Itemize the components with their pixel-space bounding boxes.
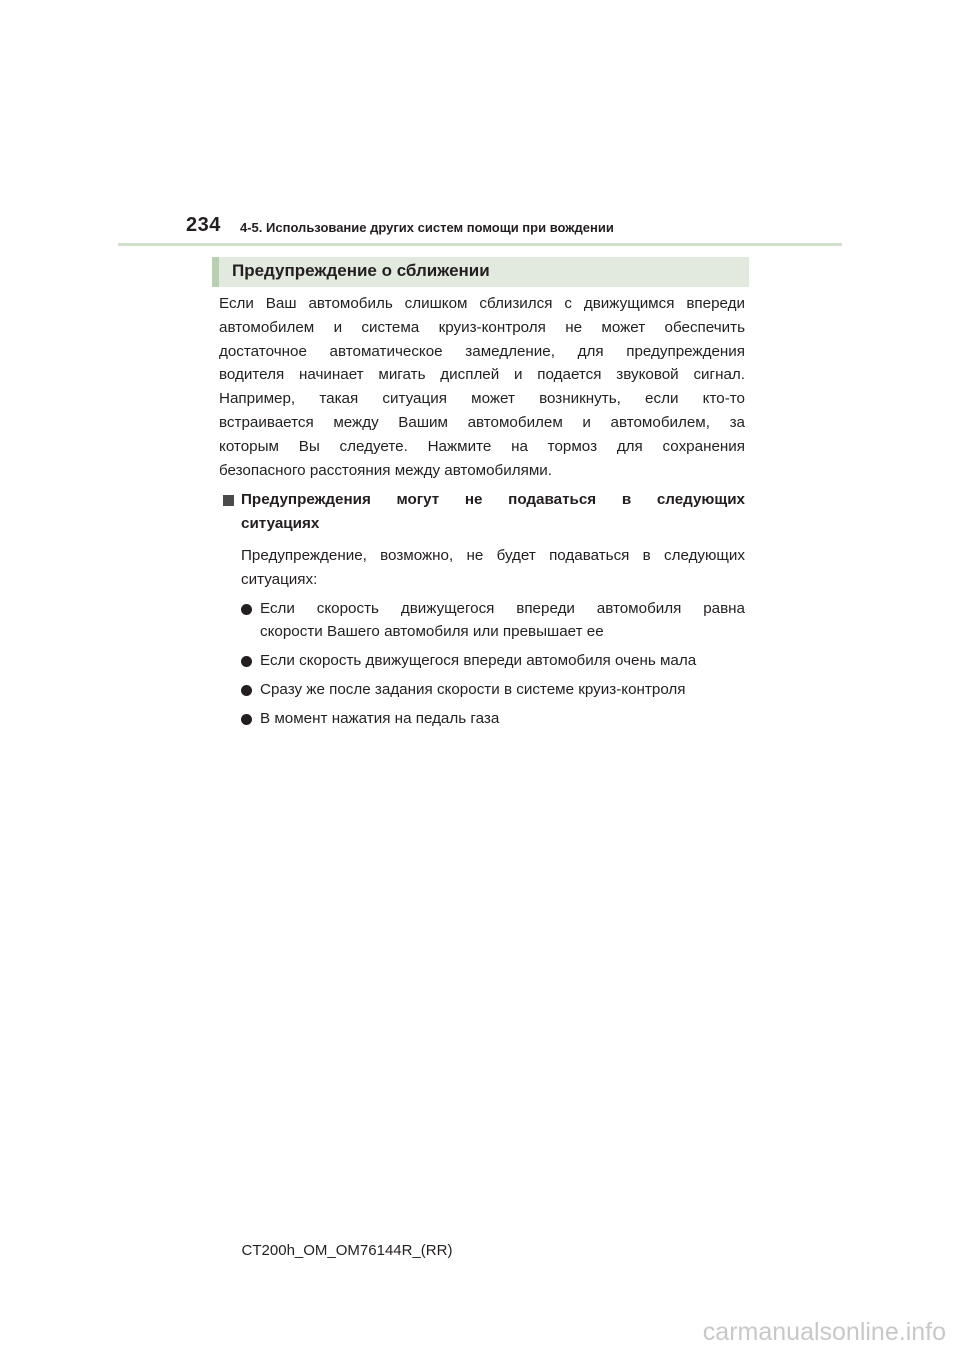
circle-bullet-icon (241, 714, 252, 725)
text-line: автомобилем и система круиз-контроля не может обеспечить (219, 318, 745, 336)
intro-paragraph (219, 292, 745, 482)
page-number: 234 (186, 214, 221, 236)
square-bullet-icon (223, 495, 234, 506)
text-line: Например, такая ситуация может возникнуть, если кто-то (219, 390, 745, 408)
heading-title: Предупреждение о сближении (232, 261, 490, 280)
text-line: встраивается между Вашим автомобилем и автомобилем, за (219, 413, 745, 431)
section-title: 4-5. Использование других систем помощи при вождении (240, 220, 614, 235)
text-line: В момент нажатия на педаль газа (260, 709, 500, 727)
text-line: скорости Вашего автомобиля или превышает ее (260, 623, 604, 641)
text-line: водителя начинает мигать дисплей и подается звуковой сигнал. (219, 366, 745, 384)
list-item (241, 678, 745, 702)
text-line: которым Вы следуете. Нажмите на тормоз для сохранения (219, 437, 745, 455)
circle-bullet-icon (241, 656, 252, 667)
header-rule (118, 243, 842, 246)
text-line: Сразу же после задания скорости в системе круиз-контроля (260, 680, 686, 698)
content (219, 292, 745, 736)
bullet-list (219, 597, 745, 731)
list-item (241, 649, 745, 673)
text-line: безопасного расстояния между автомобилями. (219, 461, 552, 479)
list-item (241, 597, 745, 645)
text-line: Если скорость движущегося впереди автомобиля равна (260, 599, 745, 617)
footer-doc-code-text: CT200h_OM_OM76144R_(RR) (241, 1242, 453, 1259)
circle-bullet-icon (241, 685, 252, 696)
text-line: Если Ваш автомобиль слишком сблизился с движущимся впереди (219, 295, 745, 312)
text-line: Если скорость движущегося впереди автомобиля очень мала (260, 652, 697, 670)
list-item (241, 707, 745, 731)
watermark: carmanualsonline.info (702, 1318, 946, 1346)
text-line: ситуациях: (241, 570, 318, 588)
text-line: достаточное автоматическое замедление, для предупреждения (219, 342, 745, 360)
subsection-heading (219, 488, 745, 536)
heading-box (212, 257, 749, 287)
subsection-title-line: ситуациях (241, 515, 320, 533)
subsection-paragraph (219, 544, 745, 592)
subsection-title-line: Предупреждения могут не подаваться в следующих (241, 491, 745, 509)
circle-bullet-icon (241, 604, 252, 615)
text-line: Предупреждение, возможно, не будет подаваться в следующих (241, 546, 745, 564)
